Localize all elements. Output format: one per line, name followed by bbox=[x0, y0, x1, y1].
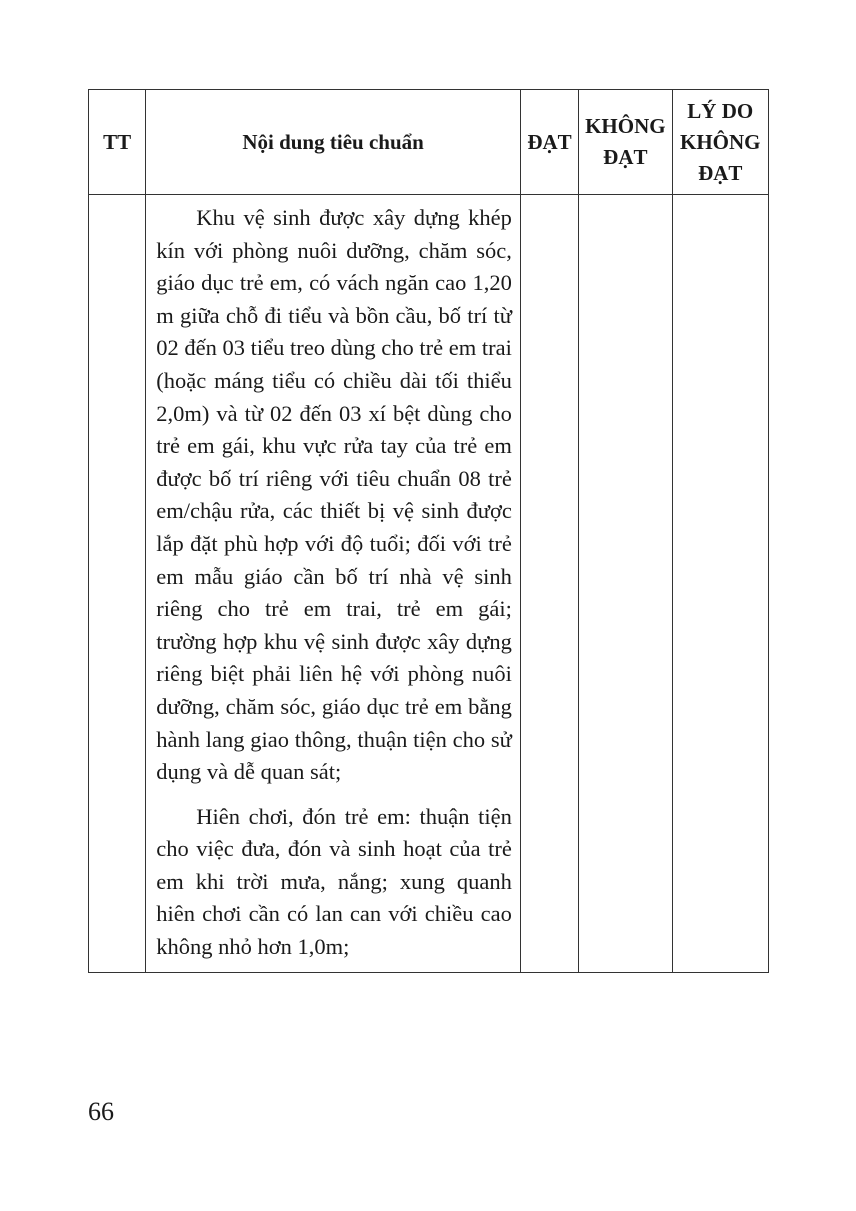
header-ly-do-khong-dat bbox=[672, 90, 768, 195]
content-paragraph: Hiên chơi, đón trẻ em: thuận tiện cho việc đưa, đón và sinh hoạt của trẻ em khi trời mưa, nắng; xung quanh hiên chơi cần có lan can với chiều cao không nhỏ hơn 1,0m; bbox=[156, 803, 512, 960]
page-number: 66 bbox=[88, 1097, 114, 1126]
header-khong-dat bbox=[579, 90, 672, 195]
cell-content bbox=[146, 195, 521, 973]
header-khong-dat-line: KHÔNG bbox=[585, 114, 666, 138]
header-content bbox=[146, 90, 521, 195]
header-tt bbox=[89, 90, 146, 195]
header-ly-do-line: KHÔNG bbox=[680, 129, 761, 154]
header-ly-do-line: LÝ DO bbox=[687, 98, 754, 123]
table-row bbox=[89, 195, 769, 973]
header-dat bbox=[520, 90, 578, 195]
cell-dat bbox=[520, 195, 578, 973]
header-tt-label: TT bbox=[103, 129, 132, 154]
header-dat-label: ĐẠT bbox=[527, 129, 572, 154]
header-content-label: Nội dung tiêu chuẩn bbox=[242, 129, 424, 154]
cell-tt bbox=[89, 195, 146, 973]
header-khong-dat-line: ĐẠT bbox=[603, 145, 648, 169]
cell-ly-do bbox=[672, 195, 768, 973]
cell-khong-dat bbox=[579, 195, 672, 973]
criteria-table bbox=[88, 89, 769, 973]
content-paragraph: Khu vệ sinh được xây dựng khép kín với phòng nuôi dưỡng, chăm sóc, giáo dục trẻ em, có vách ngăn cao 1,20 m giữa chỗ đi tiểu và bồn cầu, bố trí từ 02 đến 03 tiểu treo dùng cho trẻ em trai (hoặc máng tiểu có chiều dài tối thiểu 2,0m) và từ 02 đến 03 xí bệt dùng cho trẻ em gái, khu vực rửa tay của trẻ em được bố trí riêng với tiêu chuẩn 08 trẻ em/chậu rửa, các thiết bị vệ sinh được lắp đặt phù hợp với độ tuổi; đối với trẻ em mẫu giáo cần bố trí nhà vệ sinh riêng cho trẻ em trai, trẻ em gái; trường hợp khu vệ sinh được xây dựng riêng biệt phải liên hệ với phòng nuôi dưỡng, chăm sóc, giáo dục trẻ em bằng hành lang giao thông, thuận tiện cho sử dụng và dễ quan sát; bbox=[156, 205, 512, 785]
table-header-row bbox=[89, 90, 769, 195]
header-ly-do-line: ĐẠT bbox=[698, 160, 743, 185]
